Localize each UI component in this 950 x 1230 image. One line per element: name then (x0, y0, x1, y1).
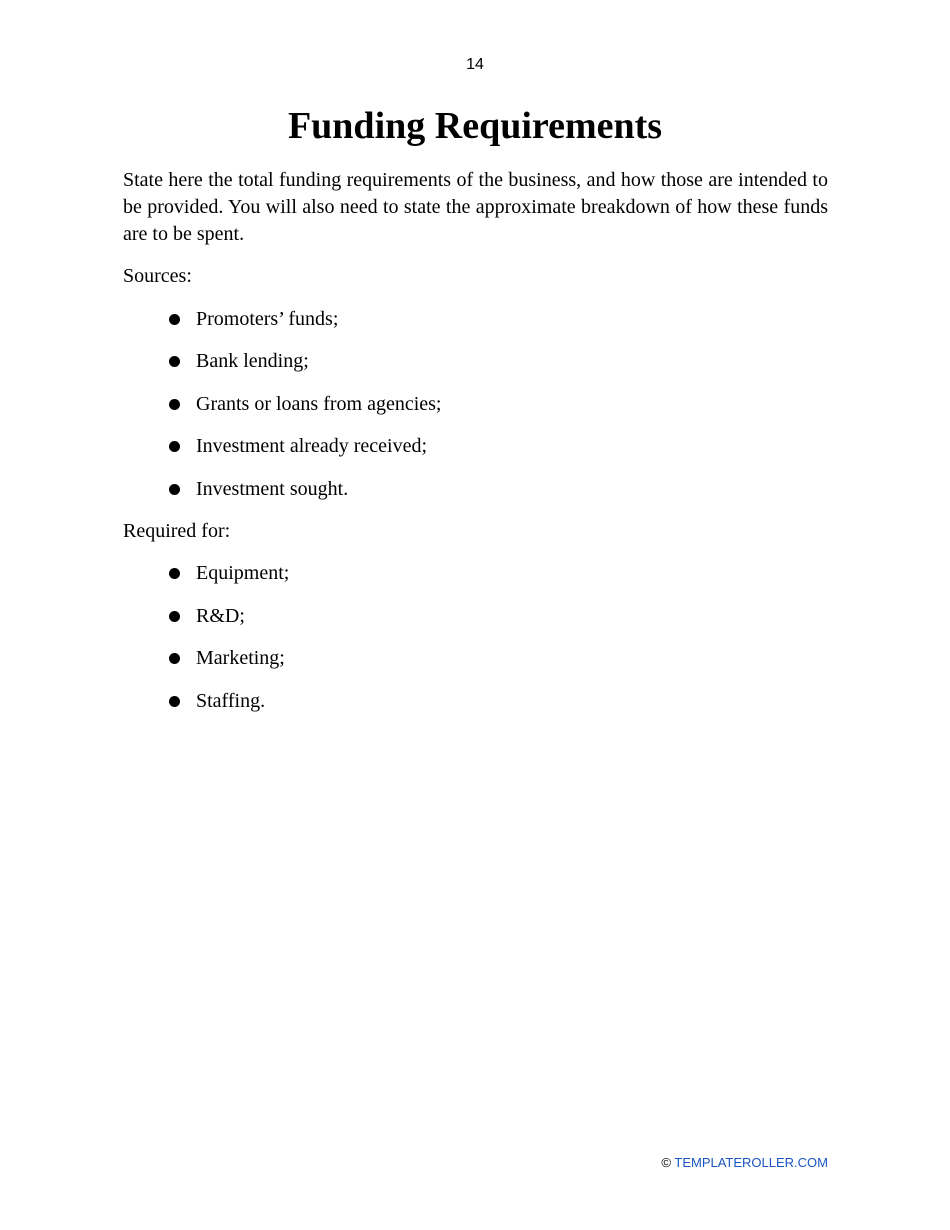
bullet-icon (169, 314, 180, 325)
list-item-text: Investment already received; (196, 435, 427, 457)
list-item (123, 645, 828, 672)
bullet-icon (169, 356, 180, 367)
list-item (123, 603, 828, 630)
page-title: Funding Requirements (287, 105, 663, 147)
list-item (123, 306, 828, 333)
intro-paragraph: State here the total funding requirements of the business, and how those are intended to be provided. You will also need to state the approximate breakdown of how these funds are to be spent. (123, 169, 828, 245)
list-item-text: Equipment; (196, 562, 290, 584)
list-item-text: Grants or loans from agencies; (196, 392, 442, 415)
sources-label: Sources: (123, 265, 192, 287)
list-item (123, 348, 828, 375)
list-item (123, 476, 828, 503)
bullet-icon (169, 441, 180, 452)
footer-credit (661, 1155, 828, 1171)
list-item-text: Investment sought. (196, 477, 349, 500)
list-item-text: R&D; (196, 604, 245, 627)
sources-list (123, 306, 828, 503)
bullet-icon (169, 399, 180, 410)
list-item-text: Marketing; (196, 647, 285, 669)
list-item (123, 688, 828, 715)
page-number: 14 (466, 56, 484, 73)
list-item-text: Promoters’ funds; (196, 307, 339, 330)
bullet-icon (169, 611, 180, 622)
copyright-icon: © (661, 1155, 671, 1170)
list-item (123, 391, 828, 418)
bullet-icon (169, 653, 180, 664)
list-item-text: Staffing. (196, 689, 266, 712)
required-for-list (123, 560, 828, 715)
list-item-text: Bank lending; (196, 350, 309, 372)
bullet-icon (169, 696, 180, 707)
list-item (123, 560, 828, 587)
bullet-icon (169, 568, 180, 579)
required-for-label: Required for: (123, 519, 231, 542)
document-body (123, 167, 828, 715)
templateroller-link[interactable]: TEMPLATEROLLER.COM (674, 1155, 828, 1170)
list-item (123, 433, 828, 460)
bullet-icon (169, 484, 180, 495)
